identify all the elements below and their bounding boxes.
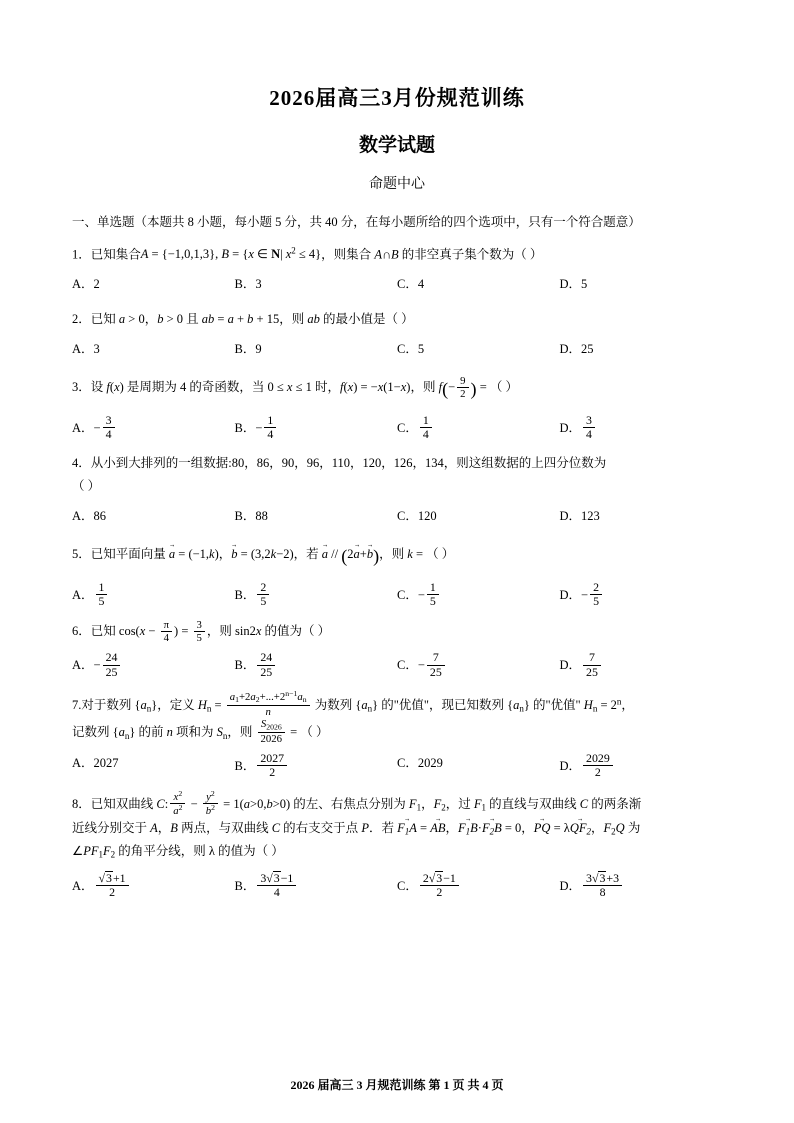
question-4-number: 4． [72,456,91,471]
option-b[interactable]: B． $\frac{24}{25}$ [235,651,398,679]
question-2-number: 2． [72,312,91,327]
question-7-options [72,752,722,780]
option-a[interactable]: A． $\frac{1}{5}$ [72,581,235,609]
option-c[interactable]: C．5 [397,342,425,357]
option-b[interactable]: B．3 [234,277,262,292]
question-1-tail: 的非空真子集个数为（ ） [401,247,543,262]
question-1-options [72,273,722,297]
question-3: 3．设 f(x) 是周期为 4 的奇函数，当 0 ≤ x ≤ 1 时，f(x) = −x(1−x)，则 f(− $\frac{9}{2}$ ) = （ ） [72,374,519,400]
question-2-suffix: ，则 [279,312,305,327]
option-c[interactable]: C．− $\frac{7}{25}$ [397,651,560,679]
question-4: 4．从小到大排列的一组数据:80，86，90，96，110，120，126，134，则这组数据的上四分位数为 （ ） [72,456,607,494]
question-8-number: 8． [72,797,91,812]
option-d[interactable]: D． $\frac{3√3+3}{8}$ [560,871,723,900]
option-d[interactable]: D． $\frac{7}{25}$ [560,651,723,679]
option-b[interactable]: B． $\frac{3√3-1}{4}$ [235,871,398,900]
option-a[interactable]: A．− $\frac{24}{25}$ [72,651,235,679]
option-c[interactable]: C．− $\frac{1}{5}$ [397,581,560,609]
option-d[interactable]: D． $\frac{3}{4}$ [560,414,723,442]
question-5: 5．已知平面向量 a → = (−1,k)，b → = (3,2k−2)，若 a → // (2a →+b →)，则 k = （ ） [72,540,722,574]
option-a[interactable]: A．− $\frac{3}{4}$ [72,414,235,442]
option-d[interactable]: D． $\frac{2029}{2}$ [560,752,723,780]
question-2-tail: 的最小值是（ ） [322,312,414,327]
option-b[interactable]: B．9 [234,342,262,357]
option-a[interactable]: A．86 [72,509,107,524]
question-7: 7.对于数列 $\{a_n\}$，定义 $H_n$ = $\frac{a_1+2a_2+...+2^{n-1}a_n}{n}$ 为数列 $\{a_n\}$ 的"优值"，现已知数列 $\{a_n\}$ 的"优值" $H_n = 2^n$， 记数列 $\{a_n\}$ 的前 n 项和为 $S_n$，则 $\frac{S_{2026}}{2026}$ = （ ） [72,688,634,745]
question-6: 6．已知 cos(x − $\frac{\pi}{4}$ ) = $\frac{3}{5}$ ，则 sin2x 的值为（ ） [72,619,331,645]
question-7-number: 7. [72,697,82,712]
question-3-options [72,414,722,442]
question-8: 8．已知双曲线 C: $\frac{x^2}{a^2}$ − $\frac{y^2}{b^2}$ = 1(a>0,b>0) 的左、右焦点分别为 $F_1$，$F_2$，过 $F_1$ 的直线与双曲线 C 的两条渐 近线分别交于 A，B 两点，与双曲线 C 的右支交于点 P．若 $F_1A$ → = AB →，$F_1B \to\cdot F_2B$ → = 0，PQ → = λQF$_2$ →，$F_2Q$ 为 $\angle PF_1F_2$ 的角平分线，则 λ 的值为（ ） [72,790,722,863]
author-line: 命题中心 [369,176,425,192]
option-b[interactable]: B．− $\frac{1}{4}$ [235,414,398,442]
page-subtitle: 数学试题 [358,135,435,156]
question-1: 1．已知集合A = {−1,0,1,3}, B = {x ∈ N| $x^2 \le 4$}，则集合 A∩B 的非空真子集个数为（ ） [72,245,543,262]
question-6-options [72,651,722,679]
option-c[interactable]: C． $\frac{1}{4}$ [397,414,560,442]
page-title: 2026届高三3月份规范训练 [269,86,525,110]
option-b[interactable]: B． $\frac{2027}{2}$ [235,752,398,780]
option-d[interactable]: D．5 [559,277,588,292]
question-2-prefix: 已知 [90,312,116,327]
question-3-number: 3． [72,380,91,395]
option-a[interactable]: A．2027 [72,755,119,770]
option-c[interactable]: C．2029 [397,755,443,770]
question-1-prefix: 已知集合 [90,247,141,262]
option-c[interactable]: C．4 [397,277,425,292]
option-a[interactable]: A． $\frac{√3+1}{2}$ [72,871,235,900]
option-a[interactable]: A．3 [72,342,100,357]
option-c[interactable]: C．120 [397,509,437,524]
question-4-options [72,505,722,529]
option-d[interactable]: D．− $\frac{2}{5}$ [560,581,723,609]
question-5-options [72,581,722,609]
option-b[interactable]: B．88 [234,509,268,524]
question-2-options [72,338,722,362]
option-b[interactable]: B． $\frac{2}{5}$ [235,581,398,609]
question-1-number: 1． [72,247,91,262]
option-d[interactable]: D．25 [559,342,594,357]
question-2: 2．已知 a > 0，b > 0 且 ab = a + b + 15，则 ab 的最小值是（ ） [72,312,414,327]
question-5-number: 5． [72,547,91,562]
section-heading: 一、单选题（本题共 8 小题，每小题 5 分，共 40 分，在每小题所给的四个选项中，只有一个符合题意） [72,215,641,229]
option-c[interactable]: C． $\frac{2√3-1}{2}$ [397,871,560,900]
option-a[interactable]: A．2 [72,277,100,292]
page-footer: 2026 届高三 3 月规范训练 第 1 页 共 4 页 [290,1078,504,1092]
question-6-number: 6． [72,624,91,639]
question-8-options [72,871,722,900]
option-d[interactable]: D．123 [559,509,600,524]
question-1-suffix: ，则集合 [321,247,372,262]
